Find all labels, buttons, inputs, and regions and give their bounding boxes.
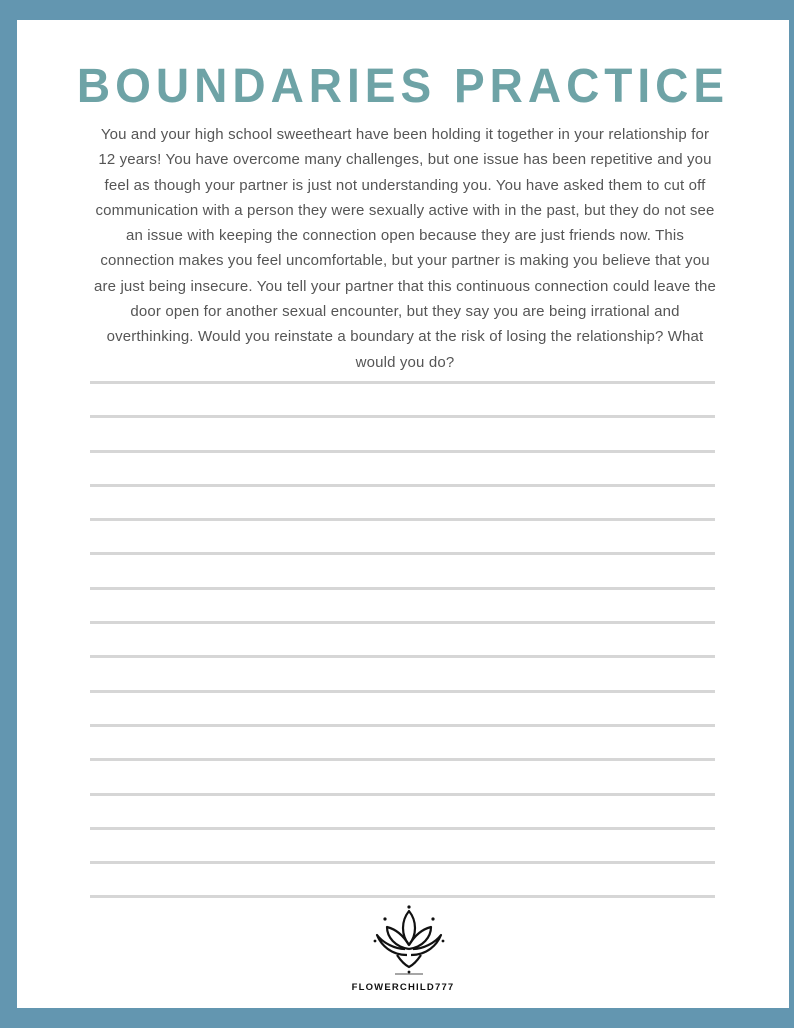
writing-line[interactable] (90, 758, 715, 761)
writing-line[interactable] (90, 690, 715, 693)
page-title: BOUNDARIES PRACTICE (76, 57, 730, 113)
writing-line[interactable] (90, 484, 715, 487)
writing-line[interactable] (90, 415, 715, 418)
lotus-icon (371, 905, 447, 975)
worksheet-page (17, 20, 789, 1008)
brand-label: FLOWERCHILD777 (351, 982, 455, 993)
writing-line[interactable] (90, 724, 715, 727)
writing-area[interactable] (90, 381, 715, 930)
writing-line[interactable] (90, 450, 715, 453)
writing-line[interactable] (90, 518, 715, 521)
scenario-prompt: You and your high school sweetheart have been holding it together in your relationship for 12 years! You have overcome many challenges, but one issue has been repetitive and you feel as though your partner is just not understanding you. You have asked them to cut off communication with a person they were sexually active with in the past, but they do not see an issue with keeping the connection open because they are just friends now. This connection makes you feel uncomfortable, but your partner is making you believe that you are just being insecure. You tell your partner that this continuous connection could leave the door open for another sexual encounter, but they say you are being irrational and overthinking. Would you reinstate a boundary at the risk of losing the relationship? What would you do? (94, 126, 716, 371)
writing-line[interactable] (90, 895, 715, 898)
writing-line[interactable] (90, 552, 715, 555)
writing-line[interactable] (90, 861, 715, 864)
writing-line[interactable] (90, 381, 715, 384)
writing-line[interactable] (90, 587, 715, 590)
writing-line[interactable] (90, 655, 715, 658)
writing-line[interactable] (90, 827, 715, 830)
writing-line[interactable] (90, 621, 715, 624)
writing-line[interactable] (90, 793, 715, 796)
